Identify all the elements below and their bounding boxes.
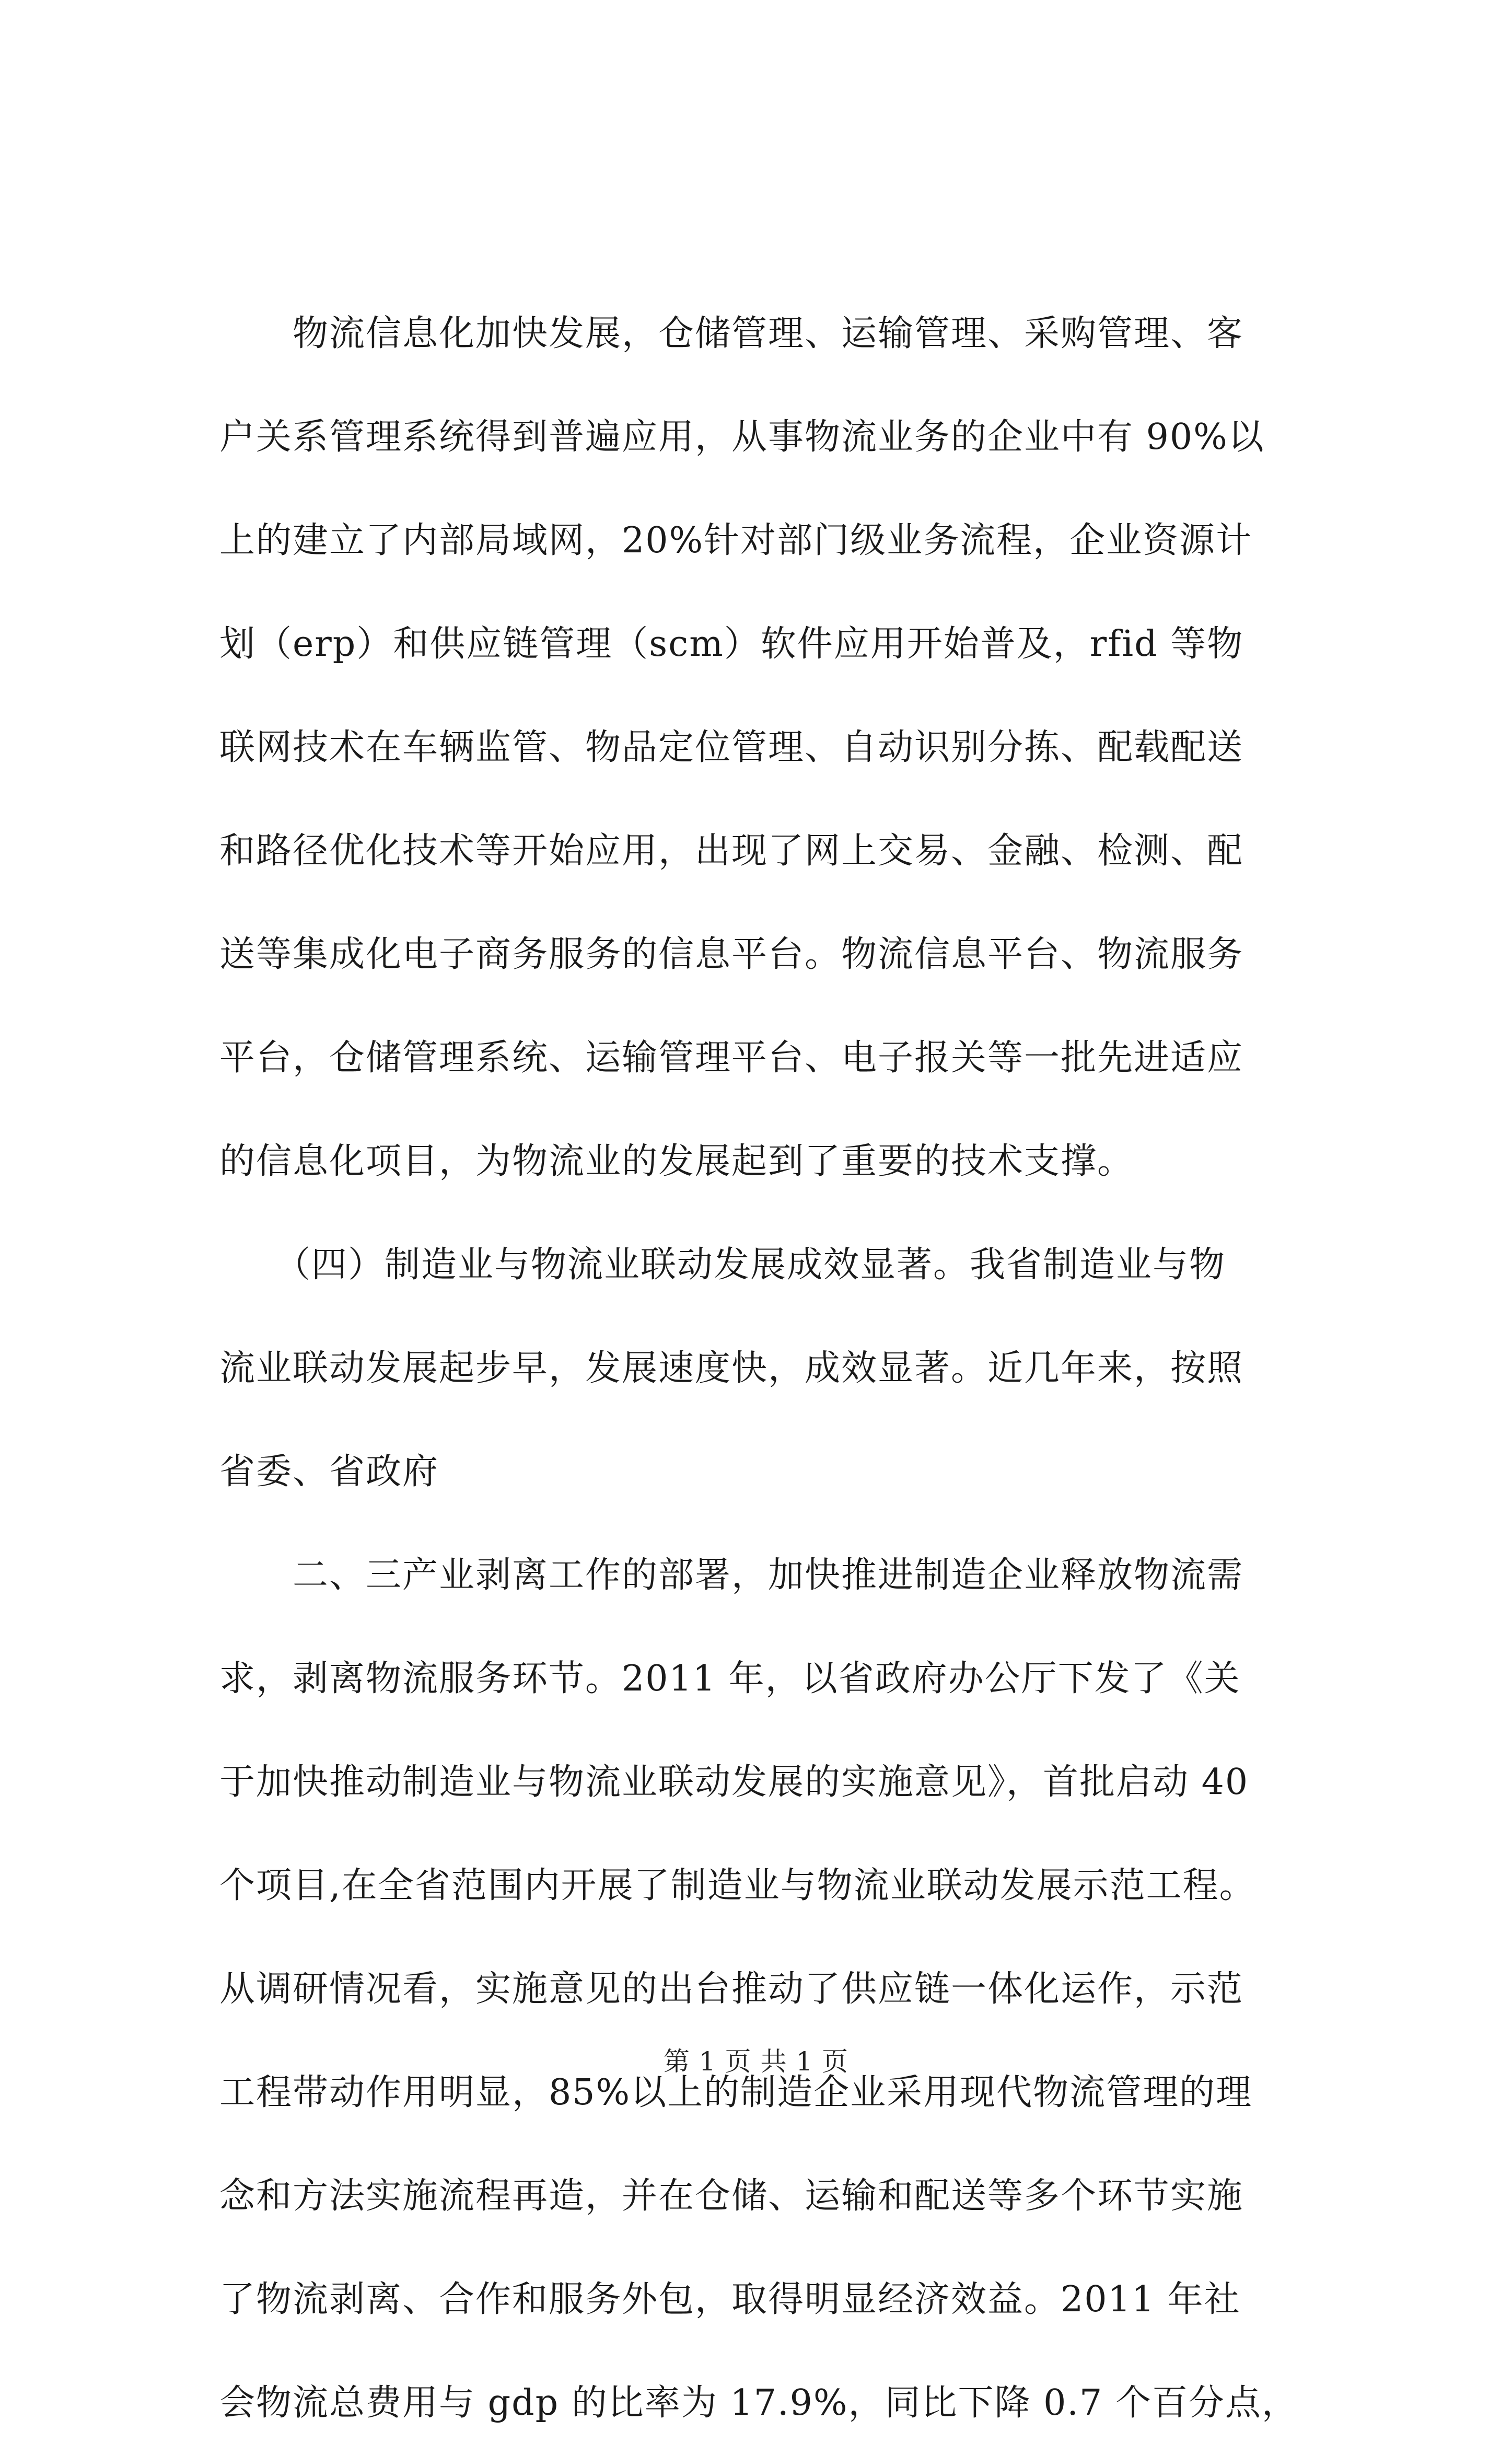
text-line: 和路径优化技术等开始应用，出现了网上交易、金融、检测、配 <box>219 830 1244 872</box>
text-line: 工程带动作用明显，85%以上的制造企业采用现代物流管理的理 <box>219 2072 1253 2113</box>
text-line: 联网技术在车辆监管、物品定位管理、自动识别分拣、配载配送 <box>219 727 1244 768</box>
text-line: 个项目,在全省范围内开展了制造业与物流业联动发展示范工程。 <box>219 1865 1256 1906</box>
text-line: 上的建立了内部局域网，20%针对部门级业务流程，企业资源计 <box>219 520 1253 561</box>
text-line: （四）制造业与物流业联动发展成效显著。我省制造业与物 <box>219 1244 1226 1286</box>
text-line: 求，剥离物流服务环节。2011 年，以省政府办公厅下发了《关 <box>219 1658 1241 1699</box>
text-line: 念和方法实施流程再造，并在仓储、运输和配送等多个环节实施 <box>219 2175 1244 2217</box>
page-footer <box>0 2041 1512 2078</box>
text-line: 平台，仓储管理系统、运输管理平台、电子报关等一批先进适应 <box>219 1037 1244 1079</box>
text-line: 了物流剥离、合作和服务外包，取得明显经济效益。2011 年社 <box>219 2279 1241 2320</box>
text-line: 会物流总费用与 gdp 的比率为 17.9%，同比下降 0.7 个百分点， <box>219 2382 1298 2424</box>
text-line: 划（erp）和供应链管理（scm）软件应用开始普及，rfid 等物 <box>219 623 1244 665</box>
text-line: 的信息化项目，为物流业的发展起到了重要的技术支撑。 <box>219 1141 1134 1182</box>
document-body <box>219 282 1317 2455</box>
page-number-label: 第 1 页 共 1 页 <box>663 2046 849 2077</box>
text-line: 于加快推动制造业与物流业联动发展的实施意见》，首批启动 40 <box>219 1762 1249 1803</box>
text-line: 省委、省政府 <box>219 1451 439 1492</box>
text-line: 物流信息化加快发展，仓储管理、运输管理、采购管理、客 <box>219 313 1244 354</box>
text-line: 流业联动发展起步早，发展速度快，成效显著。近几年来，按照 <box>219 1348 1244 1389</box>
text-line: 二、三产业剥离工作的部署，加快推进制造企业释放物流需 <box>219 1555 1244 1596</box>
text-line: 送等集成化电子商务服务的信息平台。物流信息平台、物流服务 <box>219 934 1244 975</box>
text-line: 户关系管理系统得到普遍应用，从事物流业务的企业中有 90%以 <box>219 416 1265 458</box>
text-line: 从调研情况看，实施意见的出台推动了供应链一体化运作，示范 <box>219 1968 1244 2010</box>
